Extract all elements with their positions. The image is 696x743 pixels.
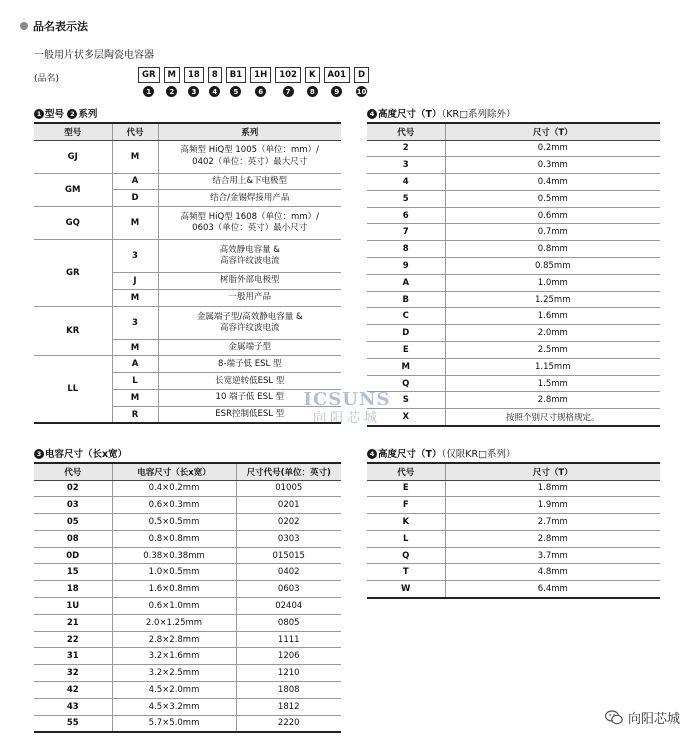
type-cell: GR xyxy=(34,240,112,307)
table-row xyxy=(34,356,341,373)
series-cell xyxy=(158,240,341,273)
code-cell: 03 xyxy=(34,497,112,514)
table-row xyxy=(34,480,341,497)
value-cell: 0.38×0.38mm xyxy=(112,547,236,564)
code-cell: 31 xyxy=(34,648,112,665)
table-row xyxy=(34,631,341,648)
code-cell: T xyxy=(367,564,445,581)
value-cell: 0.85mm xyxy=(445,258,660,275)
code-cell: D xyxy=(112,190,158,207)
brand-name: 向阳芯城 xyxy=(627,712,680,727)
part-number-breakdown xyxy=(138,67,369,97)
table-row xyxy=(367,308,660,325)
part-number-segment xyxy=(164,67,180,97)
table-row xyxy=(34,648,341,665)
value-cell: 2.8×2.8mm xyxy=(112,631,236,648)
code-cell: Q xyxy=(367,547,445,564)
value-cell: 3.7mm xyxy=(445,547,660,564)
code-cell: M xyxy=(112,140,158,173)
part-number-segment xyxy=(208,67,222,97)
part-number-segment xyxy=(184,67,204,97)
table-row xyxy=(34,547,341,564)
value-cell: 2.7mm xyxy=(445,514,660,531)
series-cell xyxy=(158,273,341,290)
series-cell xyxy=(158,173,341,190)
part-number-code: GR xyxy=(138,67,160,83)
section-title: 品名表示法 xyxy=(33,20,88,33)
value-cell: 1.25mm xyxy=(445,291,660,308)
code-cell: 4 xyxy=(367,174,445,191)
part-number-code: B1 xyxy=(226,67,246,83)
value-cell: 0603 xyxy=(236,581,341,598)
segment-number-badge: 2 xyxy=(166,86,177,97)
value-cell: 1.6×0.8mm xyxy=(112,581,236,598)
type-cell: KR xyxy=(34,306,112,356)
code-cell: 7 xyxy=(367,224,445,241)
series-text-line: 高频型 HiQ型 1608（单位：mm）/ xyxy=(180,212,319,223)
code-cell: 8 xyxy=(367,241,445,258)
table-row xyxy=(34,598,341,615)
value-cell: 6.4mm xyxy=(445,581,660,598)
code-cell: 43 xyxy=(34,698,112,715)
column-header: 代号 xyxy=(112,123,158,140)
code-cell: W xyxy=(367,581,445,598)
value-cell: 0.3mm xyxy=(445,157,660,174)
code-cell: C xyxy=(367,308,445,325)
value-cell: 0.8mm xyxy=(445,241,660,258)
value-cell: 0.6mm xyxy=(445,207,660,224)
value-cell: 1210 xyxy=(236,665,341,682)
series-heading: 系列 xyxy=(78,109,98,120)
value-cell: 2.0mm xyxy=(445,325,660,342)
value-cell: 2.0×1.25mm xyxy=(112,614,236,631)
number-badge: 3 xyxy=(34,449,44,459)
table-row xyxy=(367,514,660,531)
table-row xyxy=(367,564,660,581)
table-row xyxy=(34,581,341,598)
code-cell: X xyxy=(367,409,445,426)
series-cell xyxy=(158,373,341,390)
series-text-line: 高频型 HiQ型 1005（单位：mm）/ xyxy=(180,145,319,156)
height-kr-note: （仅限KR□系列） xyxy=(441,449,516,460)
value-cell: 1.6mm xyxy=(445,308,660,325)
height-kr-table xyxy=(367,462,660,599)
part-number-code: M xyxy=(164,67,180,83)
part-number-segment xyxy=(275,67,301,97)
value-cell: 3.2×1.6mm xyxy=(112,648,236,665)
value-cell: 1.15mm xyxy=(445,358,660,375)
segment-number-badge: 7 xyxy=(283,86,294,97)
value-cell: 0.6×1.0mm xyxy=(112,598,236,615)
part-number-code: 1H xyxy=(250,67,271,83)
code-cell: A xyxy=(112,356,158,373)
height-table xyxy=(367,122,660,427)
series-text-line: 结合用上&下电极型 xyxy=(212,175,288,186)
value-cell: 0202 xyxy=(236,514,341,531)
code-cell: 1U xyxy=(34,598,112,615)
segment-number-badge: 8 xyxy=(307,86,318,97)
code-cell: B xyxy=(367,291,445,308)
value-cell: 015015 xyxy=(236,547,341,564)
value-cell: 1111 xyxy=(236,631,341,648)
value-cell: 0.2mm xyxy=(445,140,660,157)
code-cell: L xyxy=(112,373,158,390)
series-text-line: 长宽逆转低ESL 型 xyxy=(215,375,285,386)
value-cell: 0.6×0.3mm xyxy=(112,497,236,514)
segment-number-badge: 10 xyxy=(356,87,367,96)
number-badge: 4 xyxy=(367,109,377,119)
type-cell: GJ xyxy=(34,140,112,173)
series-cell xyxy=(158,289,341,306)
value-cell: 0.5×0.5mm xyxy=(112,514,236,531)
series-text-line: 树脂外部电极型 xyxy=(219,275,280,286)
series-text-line: 结合/金锡焊接用产品 xyxy=(210,192,290,203)
table-row xyxy=(367,392,660,409)
value-cell: 0.4×0.2mm xyxy=(112,480,236,497)
code-cell: 6 xyxy=(367,207,445,224)
part-number-segment xyxy=(138,67,160,97)
series-cell xyxy=(158,140,341,173)
series-cell xyxy=(158,190,341,207)
table-row xyxy=(367,207,660,224)
value-cell: 4.5×3.2mm xyxy=(112,698,236,715)
column-header: 代号 xyxy=(367,463,445,480)
value-cell: 1206 xyxy=(236,648,341,665)
value-cell: 5.7×5.0mm xyxy=(112,715,236,732)
code-cell: 0D xyxy=(34,547,112,564)
code-cell: M xyxy=(112,289,158,306)
value-cell: 2220 xyxy=(236,715,341,732)
series-table xyxy=(34,122,341,424)
number-badge: 2 xyxy=(67,109,77,119)
type-cell: LL xyxy=(34,356,112,423)
table-row xyxy=(367,274,660,291)
table-row xyxy=(367,224,660,241)
value-cell: 按照个别尺寸规格规定。 xyxy=(445,409,660,426)
series-text-line: 8-端子低 ESL 型 xyxy=(218,358,282,369)
value-cell: 1.5mm xyxy=(445,375,660,392)
value-cell: 0.5mm xyxy=(445,190,660,207)
type-cell: GQ xyxy=(34,207,112,240)
value-cell: 1.0mm xyxy=(445,274,660,291)
value-cell: 1.8mm xyxy=(445,480,660,497)
table-row xyxy=(34,306,341,339)
code-cell: E xyxy=(367,342,445,359)
watermark-logo-text: ICSUNS xyxy=(303,389,391,410)
code-cell: 3 xyxy=(112,306,158,339)
series-text-line: 10 端子低 ESL 型 xyxy=(215,392,284,403)
value-cell: 0.7mm xyxy=(445,224,660,241)
series-text-line: 高容许纹波电流 xyxy=(219,322,280,333)
series-text-line: 0402（单位：英寸）最大尺寸 xyxy=(192,156,308,167)
segment-number-badge: 4 xyxy=(209,86,220,97)
series-text-line: ESR控制低ESL 型 xyxy=(215,409,285,419)
segment-number-badge: 9 xyxy=(331,86,342,97)
segment-number-badge: 6 xyxy=(255,86,266,97)
value-cell: 02404 xyxy=(236,598,341,615)
number-badge: 1 xyxy=(34,109,44,119)
code-cell: A xyxy=(367,274,445,291)
part-number-segment xyxy=(226,67,246,97)
code-cell: 9 xyxy=(367,258,445,275)
table-row xyxy=(34,715,341,732)
value-cell: 4.5×2.0mm xyxy=(112,682,236,699)
code-cell: 2 xyxy=(367,140,445,157)
series-text-line: 0603（单位：英寸）最小尺寸 xyxy=(192,223,308,234)
value-cell: 2.8mm xyxy=(445,392,660,409)
table-row xyxy=(367,342,660,359)
segment-number-badge: 3 xyxy=(188,86,199,97)
value-cell: 1.9mm xyxy=(445,497,660,514)
table-row xyxy=(367,241,660,258)
code-cell: F xyxy=(367,497,445,514)
part-number-code: K xyxy=(305,67,320,83)
part-number-code: D xyxy=(354,67,369,83)
table-row xyxy=(367,325,660,342)
code-cell: S xyxy=(367,392,445,409)
table-row xyxy=(34,497,341,514)
size-table xyxy=(34,462,341,733)
table-row xyxy=(367,581,660,598)
table-row xyxy=(34,207,341,240)
value-cell: 0.4mm xyxy=(445,174,660,191)
part-number-segment xyxy=(250,67,271,97)
wechat-bubble-icon xyxy=(605,710,623,725)
code-cell: M xyxy=(367,358,445,375)
code-cell: Q xyxy=(367,375,445,392)
table-row xyxy=(367,547,660,564)
table-row xyxy=(367,174,660,191)
code-cell: 5 xyxy=(367,190,445,207)
table-row xyxy=(367,140,660,157)
value-cell: 0805 xyxy=(236,614,341,631)
number-badge: 4 xyxy=(367,449,377,459)
table-row xyxy=(367,409,660,426)
series-cell xyxy=(158,339,341,356)
code-cell: L xyxy=(367,530,445,547)
code-cell: M xyxy=(112,390,158,407)
column-header: 代号 xyxy=(34,463,112,480)
watermark xyxy=(292,389,402,426)
part-number-segment xyxy=(354,67,369,97)
table-row xyxy=(367,358,660,375)
code-cell: J xyxy=(112,273,158,290)
height-note: （KR□系列除外） xyxy=(441,109,516,120)
size-heading: 电容尺寸（长x宽） xyxy=(45,449,128,460)
column-header: 电容尺寸（长x宽） xyxy=(112,463,236,480)
table-row xyxy=(34,173,341,190)
part-number-code: 102 xyxy=(275,67,301,83)
series-text-line: 金属端子型/高效静电容量 & xyxy=(196,311,303,322)
code-cell: 3 xyxy=(367,157,445,174)
code-cell: 15 xyxy=(34,564,112,581)
code-cell: 3 xyxy=(112,240,158,273)
table-row xyxy=(34,614,341,631)
code-cell: 22 xyxy=(34,631,112,648)
bullet-dot-icon xyxy=(20,22,28,30)
table-row xyxy=(367,375,660,392)
code-cell: 05 xyxy=(34,514,112,531)
code-cell: D xyxy=(367,325,445,342)
type-cell: GM xyxy=(34,173,112,207)
code-cell: M xyxy=(112,207,158,240)
brand-badge xyxy=(605,708,680,727)
table-row xyxy=(367,291,660,308)
part-number-label: (品名) xyxy=(34,74,60,84)
value-cell: 1.0×0.5mm xyxy=(112,564,236,581)
value-cell: 3.2×2.5mm xyxy=(112,665,236,682)
table-row xyxy=(367,497,660,514)
code-cell: 55 xyxy=(34,715,112,732)
series-table-title xyxy=(34,106,97,120)
height-heading: 高度尺寸（T） xyxy=(378,109,442,120)
column-header: 系列 xyxy=(158,123,341,140)
table-row xyxy=(367,157,660,174)
series-cell xyxy=(158,356,341,373)
part-number-code: 8 xyxy=(208,67,222,83)
watermark-chinese-text: 向阳芯城 xyxy=(312,411,381,426)
table-row xyxy=(34,530,341,547)
column-header: 尺寸代号(单位：英寸) xyxy=(236,463,341,480)
size-table-title xyxy=(34,446,127,460)
part-number-segment xyxy=(305,67,320,97)
code-cell: M xyxy=(112,339,158,356)
series-cell xyxy=(158,207,341,240)
table-row xyxy=(367,530,660,547)
value-cell: 0201 xyxy=(236,497,341,514)
table-row xyxy=(34,665,341,682)
part-number-code: 18 xyxy=(184,67,204,83)
series-cell xyxy=(158,306,341,339)
code-cell: A xyxy=(112,173,158,190)
table-row xyxy=(34,698,341,715)
series-text-line: 金属端子型 xyxy=(228,342,271,353)
code-cell: 42 xyxy=(34,682,112,699)
series-text-line: 高效静电容量 & xyxy=(219,245,280,256)
table-row xyxy=(34,514,341,531)
column-header: 型号 xyxy=(34,123,112,140)
segment-number-badge: 1 xyxy=(143,86,154,97)
column-header: 尺寸（T） xyxy=(445,123,660,140)
type-heading: 型号 xyxy=(45,109,65,120)
table-row xyxy=(34,564,341,581)
code-cell: 21 xyxy=(34,614,112,631)
column-header: 尺寸（T） xyxy=(445,463,660,480)
height-table-title xyxy=(367,106,516,120)
table-row xyxy=(34,682,341,699)
code-cell: R xyxy=(112,406,158,423)
segment-number-badge: 5 xyxy=(230,86,241,97)
series-text-line: 一般用产品 xyxy=(228,292,271,303)
table-row xyxy=(34,140,341,173)
table-row xyxy=(34,240,341,273)
value-cell: 0402 xyxy=(236,564,341,581)
height-kr-heading: 高度尺寸（T） xyxy=(378,449,442,460)
value-cell: 4.8mm xyxy=(445,564,660,581)
subtitle: 一般用片状多层陶瓷电容器 xyxy=(34,50,154,61)
code-cell: K xyxy=(367,514,445,531)
code-cell: 32 xyxy=(34,665,112,682)
value-cell: 01005 xyxy=(236,480,341,497)
value-cell: 0303 xyxy=(236,530,341,547)
code-cell: E xyxy=(367,480,445,497)
height-kr-table-title xyxy=(367,446,516,460)
series-text-line: 高容许纹波电流 xyxy=(219,256,280,267)
value-cell: 1812 xyxy=(236,698,341,715)
part-number-segment xyxy=(324,67,350,97)
section-heading xyxy=(20,18,88,34)
value-cell: 1808 xyxy=(236,682,341,699)
part-number-code: A01 xyxy=(324,67,350,83)
code-cell: 18 xyxy=(34,581,112,598)
table-row xyxy=(367,258,660,275)
column-header: 代号 xyxy=(367,123,445,140)
value-cell: 2.8mm xyxy=(445,530,660,547)
code-cell: 08 xyxy=(34,530,112,547)
table-row xyxy=(367,480,660,497)
code-cell: 02 xyxy=(34,480,112,497)
table-row xyxy=(367,190,660,207)
value-cell: 0.8×0.8mm xyxy=(112,530,236,547)
value-cell: 2.5mm xyxy=(445,342,660,359)
